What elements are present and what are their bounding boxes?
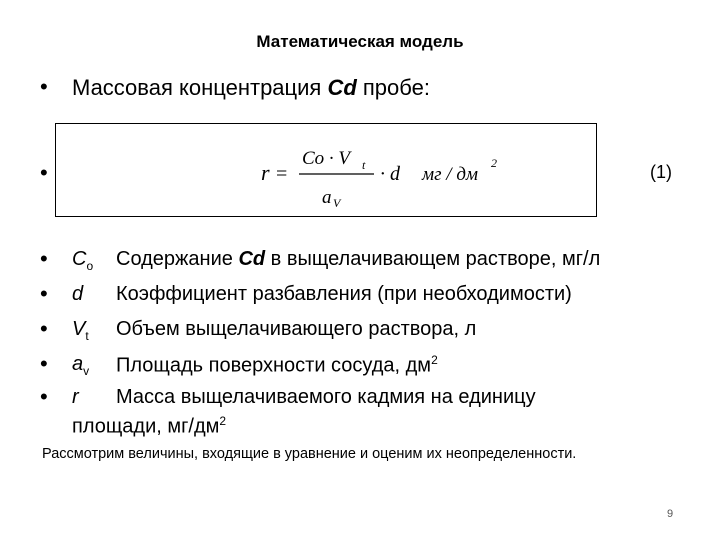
formula-graphic: [56, 124, 596, 216]
formula-box: [55, 123, 597, 217]
formula-denominator: a: [322, 187, 332, 208]
variable-symbol: $C_o$: [72, 248, 94, 273]
variable-description: Объем выщелачивающего раствора, л: [116, 318, 477, 340]
bullet-dot: •: [40, 351, 48, 376]
variable-symbol: $V_t$: [72, 318, 89, 343]
variable-symbol: r: [72, 386, 79, 408]
page-number: 9: [667, 508, 674, 520]
formula-units: мг / дм: [422, 164, 479, 185]
variable-description: Коэффициент разбавления (при необходимости): [116, 283, 572, 305]
bullet-dot: •: [40, 316, 48, 341]
formula-units-sup: 2: [491, 156, 497, 170]
formula-lhs: r: [261, 160, 270, 185]
intro-line: [72, 75, 430, 101]
variable-description: Площадь поверхности сосуда, $дм^2$: [116, 353, 438, 377]
intro-suffix: пробе:: [356, 75, 430, 100]
bullet-dot: •: [40, 384, 48, 409]
slide-title: Математическая модель: [256, 32, 464, 51]
bullet-dot: •: [40, 281, 48, 306]
intro-prefix: Массовая концентрация: [72, 75, 328, 100]
variable-description: Масса выщелачиваемого кадмия на единицу: [116, 386, 536, 408]
variable-description: Содержание Cd в выщелачивающем растворе, мг/л: [116, 248, 601, 270]
variable-symbol: $a_v$: [72, 353, 90, 378]
formula-numerator-sub: t: [362, 158, 366, 172]
formula-denominator-sub: V: [333, 196, 341, 210]
formula-eq: =: [276, 163, 288, 185]
formula-times-d: · d: [380, 163, 400, 185]
bullet-dot: •: [40, 74, 48, 99]
bullet-dot: •: [40, 160, 48, 185]
formula-numerator: Co · V: [302, 148, 351, 169]
variable-description-continuation: площади, $мг/дм^2$: [72, 414, 227, 438]
intro-element: Cd: [327, 75, 357, 100]
bullet-dot: •: [40, 246, 48, 271]
equation-number: (1): [650, 162, 672, 182]
variable-symbol: d: [72, 283, 84, 305]
footnote-text: Рассмотрим величины, входящие в уравнение и оценим их неопределенности.: [42, 446, 577, 462]
